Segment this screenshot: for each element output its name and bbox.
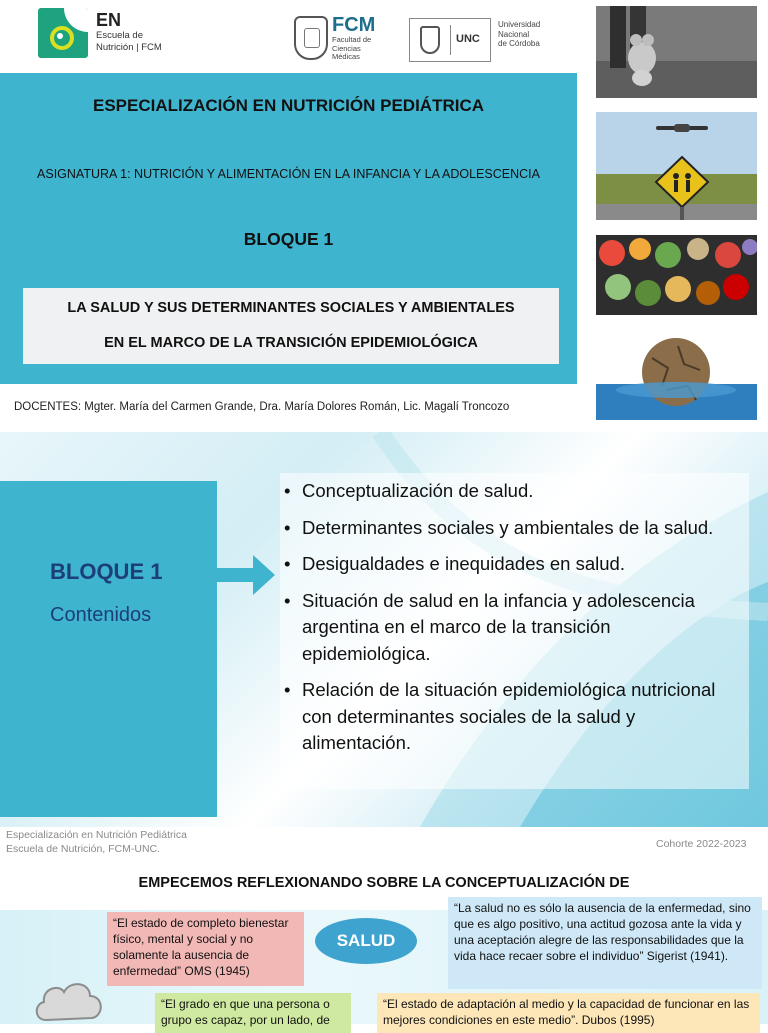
slide-footer: [6, 829, 187, 856]
list-item: • Situación de salud en la infancia y adolescencia argentina en el marco de la transición epidemiológica.: [282, 588, 742, 668]
topic-line-2: EN EL MARCO DE LA TRANSICIÓN EPIDEMIOLÓGICA: [104, 335, 478, 351]
list-item: • Relación de la situación epidemiológica nutricional con determinantes sociales de la salud y alimentación.: [282, 677, 742, 757]
unc-shield-icon: [420, 26, 440, 54]
arrow-right-icon: [217, 555, 275, 595]
quote-dubos: “El estado de adaptación al medio y la capacidad de funcionar en las mejores condiciones en este medio”. Dubos (1995): [377, 993, 760, 1033]
fcm-logo-mark: FCM: [332, 14, 376, 36]
child-teddy-photo: [596, 6, 757, 98]
list-item: • Desigualdades e inequidades en salud.: [282, 551, 742, 578]
unc-name-line2: Nacional: [498, 29, 530, 39]
fcm-seal-icon: [294, 16, 328, 60]
fcm-logo: [332, 14, 375, 62]
unc-name-line1: Universidad: [498, 20, 541, 29]
footer-line-1: Especialización en Nutrición Pediátrica: [6, 829, 187, 841]
fcm-logo-line2: Ciencias: [332, 43, 361, 53]
fcm-logo-line3: Médicas: [332, 52, 360, 61]
bloque-title: BLOQUE 1: [243, 229, 334, 249]
contenidos-heading: Contenidos: [50, 604, 152, 626]
fcm-logo-line1: Facultad de: [332, 35, 372, 44]
topic-line-1: LA SALUD Y SUS DETERMINANTES SOCIALES Y AMBIENTALES: [67, 300, 515, 316]
en-logo-mark: EN: [96, 10, 122, 30]
quote-sigerist: “La salud no es sólo la ausencia de la enfermedad, sino que es algo positivo, una actitud gozosa ante la vida y una aceptación alegre de las responsabilidades que la vida hace recaer sobre el individuo” Sigerist (1941).: [448, 897, 762, 989]
docentes-text: DOCENTES: Mgter. María del Carmen Grande, Dra. María Dolores Román, Lic. Magalí Troncozo: [14, 401, 510, 413]
list-item: • Conceptualización de salud.: [282, 478, 742, 505]
crop-duster-photo: [596, 112, 757, 220]
list-item: • Determinantes sociales y ambientales de la salud.: [282, 515, 742, 542]
bloque-heading: BLOQUE 1: [50, 559, 163, 584]
unc-name-line3: de Córdoba: [498, 39, 540, 48]
salud-oval: SALUD: [315, 918, 417, 964]
subject-title: ASIGNATURA 1: NUTRICIÓN Y ALIMENTACIÓN EN LA INFANCIA Y LA ADOLESCENCIA: [37, 167, 540, 181]
en-logo-icon: [38, 8, 88, 58]
quote-oms: “El estado de completo bienestar físico, mental y social y no solamente la ausencia de enfermedad” OMS (1945): [107, 912, 304, 986]
bloque-panel: [0, 481, 217, 817]
food-photo: [596, 235, 757, 315]
course-title: ESPECIALIZACIÓN EN NUTRICIÓN PEDIÁTRICA: [92, 96, 485, 115]
contents-list: [282, 478, 742, 767]
unc-name: [498, 20, 540, 49]
en-logo-text: [96, 10, 196, 54]
salud-slide-title: EMPECEMOS REFLEXIONANDO SOBRE LA CONCEPTUALIZACIÓN DE: [138, 875, 630, 891]
footer-line-2: Escuela de Nutrición, FCM-UNC.: [6, 842, 161, 855]
en-logo-line2: Nutrición | FCM: [96, 42, 162, 53]
quote-grado: “El grado en que una persona o grupo es capaz, por un lado, de: [155, 993, 351, 1033]
unc-logo-mark: UNC: [456, 33, 480, 45]
en-logo-line1: Escuela de: [96, 30, 144, 41]
unc-logo: [409, 18, 491, 62]
earth-water-photo: [596, 328, 757, 420]
cohorte-label: Cohorte 2022-2023: [656, 838, 747, 850]
thought-cloud-icon: [32, 976, 106, 1026]
